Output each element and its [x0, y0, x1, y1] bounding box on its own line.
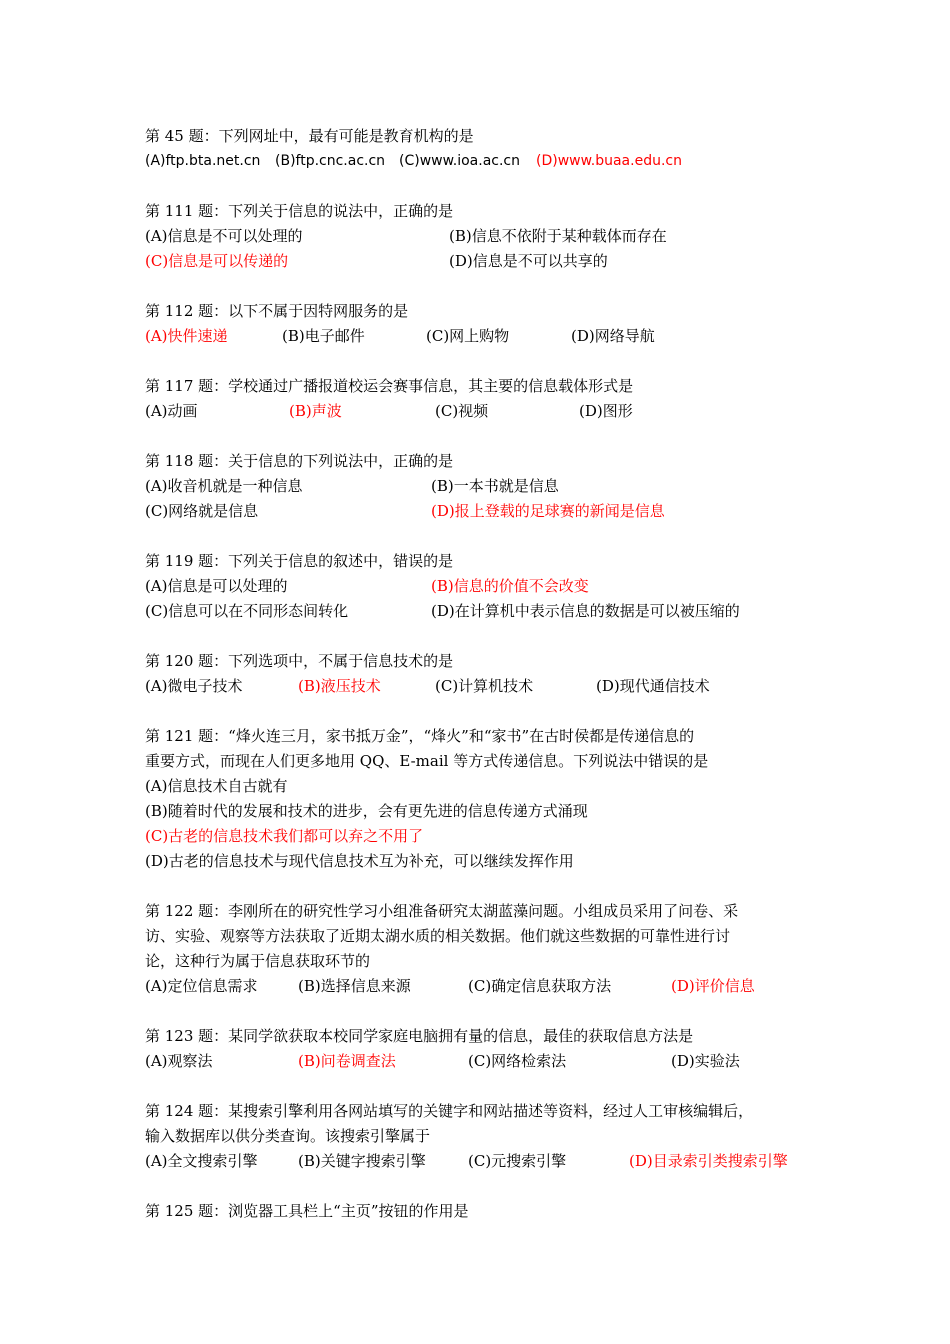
- option-row: [145, 1049, 825, 1074]
- option-b: (B)随着时代的发展和技术的进步，会有更先进的信息传递方式涌现: [145, 802, 588, 820]
- option-b: (B)ftp.cnc.ac.cn: [275, 153, 386, 169]
- question-123: [145, 1024, 825, 1074]
- question-stem: 第 118 题：关于信息的下列说法中，正确的是: [145, 452, 454, 470]
- question-stem: 第 125 题：浏览器工具栏上“主页”按钮的作用是: [145, 1202, 469, 1220]
- option-row: [145, 599, 825, 624]
- option-row: [145, 399, 825, 424]
- option-d: (D)网络导航: [571, 327, 655, 345]
- option-d-answer: (D)评价信息: [671, 977, 755, 995]
- question-stem: 第 111 题：下列关于信息的说法中，正确的是: [145, 202, 454, 220]
- option-b: (B)信息不依附于某种载体而存在: [449, 227, 667, 245]
- document-page: [145, 124, 825, 1249]
- option-c: (C)信息可以在不同形态间转化: [145, 602, 349, 620]
- option-b: (B)一本书就是信息: [431, 477, 559, 495]
- option-d: (D)信息是不可以共享的: [449, 252, 608, 270]
- question-121: [145, 724, 825, 874]
- question-112: [145, 299, 825, 349]
- option-row: [145, 974, 825, 999]
- question-stem: 重要方式，而现在人们更多地用 QQ、E-mail 等方式传递信息。下列说法中错误的是: [145, 752, 709, 770]
- option-row: [145, 324, 825, 349]
- option-a: (A)定位信息需求: [145, 977, 258, 995]
- question-stem: 论，这种行为属于信息获取环节的: [145, 952, 371, 970]
- question-125: [145, 1199, 825, 1224]
- option-c: (C)计算机技术: [435, 677, 534, 695]
- option-a: (A)ftp.bta.net.cn: [145, 153, 261, 169]
- option-a: (A)信息技术自古就有: [145, 777, 288, 795]
- question-stem: 第 121 题：“烽火连三月，家书抵万金”，“烽火”和“家书”在古时侯都是传递信息的: [145, 727, 695, 745]
- question-120: [145, 649, 825, 699]
- option-d-answer: (D)目录索引类搜索引擎: [629, 1152, 788, 1170]
- option-b: (B)电子邮件: [282, 327, 365, 345]
- question-stem: 访、实验、观察等方法获取了近期太湖水质的相关数据。他们就这些数据的可靠性进行讨: [145, 927, 731, 945]
- option-row: [145, 224, 825, 249]
- option-d-answer: (D)报上登载的足球赛的新闻是信息: [431, 502, 665, 520]
- question-124: [145, 1099, 825, 1174]
- question-stem: 第 122 题：李刚所在的研究性学习小组准备研究太湖蓝藻问题。小组成员采用了问卷、采: [145, 902, 739, 920]
- option-d: (D)现代通信技术: [596, 677, 710, 695]
- option-row: [145, 499, 825, 524]
- option-c-answer: (C)古老的信息技术我们都可以弃之不用了: [145, 827, 424, 845]
- option-row: [145, 474, 825, 499]
- question-stem: 第 112 题：以下不属于因特网服务的是: [145, 302, 409, 320]
- question-stem: 第 45 题：下列网址中，最有可能是教育机构的是: [145, 127, 474, 145]
- option-row: [145, 249, 825, 274]
- option-b-answer: (B)声波: [289, 402, 342, 420]
- option-a: (A)收音机就是一种信息: [145, 477, 303, 495]
- question-stem: 第 120 题：下列选项中，不属于信息技术的是: [145, 652, 454, 670]
- question-117: [145, 374, 825, 424]
- option-row: [145, 1149, 825, 1174]
- question-stem: 输入数据库以供分类查询。该搜索引擎属于: [145, 1127, 431, 1145]
- option-row: [145, 674, 825, 699]
- option-c: (C)网上购物: [426, 327, 510, 345]
- option-b-answer: (B)液压技术: [298, 677, 381, 695]
- option-row: [145, 149, 825, 174]
- option-a: (A)微电子技术: [145, 677, 243, 695]
- option-c: (C)元搜索引擎: [468, 1152, 567, 1170]
- question-122: [145, 899, 825, 999]
- option-d: (D)古老的信息技术与现代信息技术互为补充，可以继续发挥作用: [145, 852, 574, 870]
- question-119: [145, 549, 825, 624]
- option-c: (C)网络就是信息: [145, 502, 259, 520]
- question-stem: 第 119 题：下列关于信息的叙述中，错误的是: [145, 552, 454, 570]
- option-row: [145, 574, 825, 599]
- option-d: (D)实验法: [671, 1052, 740, 1070]
- option-a: (A)信息是不可以处理的: [145, 227, 303, 245]
- option-a: (A)全文搜索引擎: [145, 1152, 258, 1170]
- option-a: (A)观察法: [145, 1052, 213, 1070]
- question-111: [145, 199, 825, 274]
- option-b-answer: (B)信息的价值不会改变: [431, 577, 589, 595]
- option-b-answer: (B)问卷调查法: [298, 1052, 396, 1070]
- option-d: (D)图形: [579, 402, 633, 420]
- option-c-answer: (C)信息是可以传递的: [145, 252, 289, 270]
- option-d: (D)在计算机中表示信息的数据是可以被压缩的: [431, 602, 740, 620]
- question-118: [145, 449, 825, 524]
- option-d-answer: (D)www.buaa.edu.cn: [536, 153, 682, 169]
- option-a: (A)动画: [145, 402, 198, 420]
- option-a: (A)信息是可以处理的: [145, 577, 288, 595]
- question-stem: 第 123 题：某同学欲获取本校同学家庭电脑拥有量的信息，最佳的获取信息方法是: [145, 1027, 694, 1045]
- question-stem: 第 124 题：某搜索引擎利用各网站填写的关键字和网站描述等资料，经过人工审核编辑后，: [145, 1102, 754, 1120]
- question-stem: 第 117 题：学校通过广播报道校运会赛事信息，其主要的信息载体形式是: [145, 377, 634, 395]
- question-45: [145, 124, 825, 174]
- option-c: (C)网络检索法: [468, 1052, 567, 1070]
- option-b: (B)选择信息来源: [298, 977, 411, 995]
- option-a-answer: (A)快件速递: [145, 327, 228, 345]
- option-c: (C)确定信息获取方法: [468, 977, 612, 995]
- option-b: (B)关键字搜索引擎: [298, 1152, 426, 1170]
- option-c: (C)www.ioa.ac.cn: [399, 153, 520, 169]
- option-c: (C)视频: [435, 402, 489, 420]
